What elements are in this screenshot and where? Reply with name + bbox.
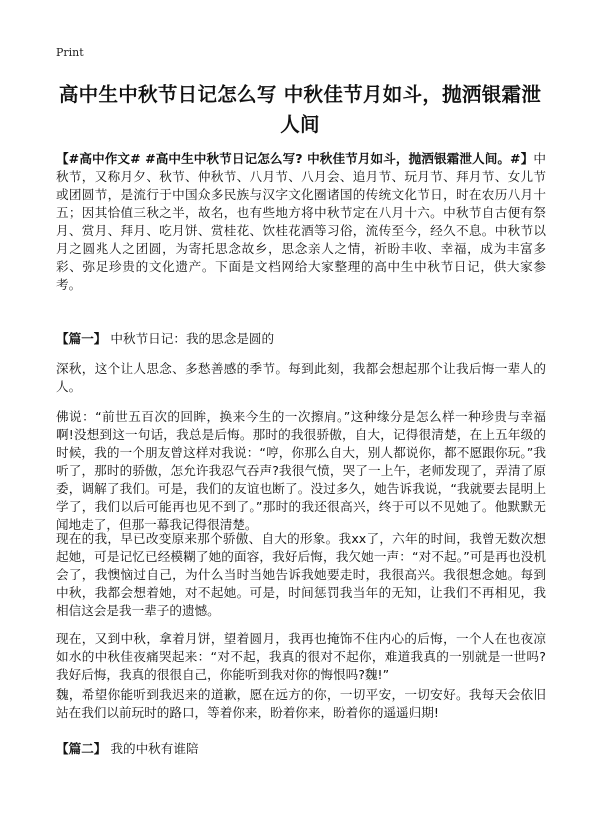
paragraph-5: 魏，希望你能听到我迟来的道歉，愿在远方的你，一切平安，一切安好。我每天会依旧站在我们以前玩时的路口，等着你来，盼着你来，盼着你的遥遥归期! [56, 687, 546, 720]
paragraph-4: 现在，又到中秋，拿着月饼，望着圆月，我再也掩饰不住内心的后悔，一个人在也夜凉如水的中秋佳夜痛哭起来：“对不起，我真的很对不起你，难道我真的一别就是一世吗?我好后悔，我真的很很自己，你能听到我对你的悔恨吗?魏!” [56, 631, 546, 682]
paragraph-1: 深秋，这个让人思念、多愁善感的季节。每到此刻，我都会想起那个让我后悔一辈人的人。 [56, 361, 546, 394]
section-title-2: 我的中秋有谁陪 [110, 741, 199, 756]
section-title-1: 中秋节日记：我的思念是圆的 [110, 331, 275, 346]
intro-text: 中秋节，又称月夕、秋节、仲秋节、八月节、八月会、追月节、玩月节、拜月节、女儿节或团圆节，是流行于中国众多民族与汉字文化圈诸国的传统文化节日，时在农历八月十五；因其恰值三秋之半，故名，也有些地方将中秋节定在八月十六。中秋节自古便有祭月、赏月、拜月、吃月饼、赏桂花、饮桂花酒等习俗，流传至今，经久不息。中秋节以月之圆兆人之团圆，为寄托思念故乡，思念亲人之情，祈盼丰收、幸福，成为丰富多彩、弥足珍贵的文化遗产。下面是文档网给大家整理的高中生中秋节日记，供大家参考。 [56, 151, 546, 292]
paragraph-2: 佛说：“前世五百次的回眸，换来今生的一次擦肩。”这种缘分是怎么样一种珍贵与幸福啊!没想到这一句话，我总是后悔。那时的我很骄傲，自大，记得很清楚，在上五年级的时候，我的一个朋友曾这样对我说：“哼，你那么自大，别人都说你，都不愿跟你玩。”我听了，那时的骄傲，怎允许我忍气吞声?我很气愤，哭了一上午，老师发现了，弄清了原委，调解了我们。可是，我们的友谊也断了。没过多久，她告诉我说，“我就要去昆明上学了，我们以后可能再也见不到了。”那时的我还很高兴，终于可以不见她了。他默默无闻地走了，但那一幕我记得很清楚。 [56, 409, 546, 532]
intro-lead: 【#高中作文# #高中生中秋节日记怎么写? 中秋佳节月如斗，抛洒银霜泄人间。#】 [56, 151, 534, 166]
section-marker-2: 【篇二】 [56, 741, 107, 756]
section-heading-1 [56, 330, 546, 348]
section-heading-2 [56, 740, 546, 758]
section-marker-1: 【篇一】 [56, 331, 107, 346]
page-title: 高中生中秋节日记怎么写 中秋佳节月如斗，抛洒银霜泄人间 [58, 83, 542, 136]
print-link[interactable]: Print [56, 46, 84, 59]
paragraph-3: 现在的我，早已改变原来那个骄傲、自大的形象。我xx了，六年的时间，我曾无数次想起她，可是记忆已经模糊了她的面容，我好后悔，我欠她一声：“对不起。”可是再也没机会了，我懊恼过自己，为什么当时当她告诉我她要走时，我很高兴。我很想念她。每到中秋，我都会想着她，对不起她。可是，时间惩罚我当年的无知，让我们不再相见，我相信这会是我一辈子的遗憾。 [56, 531, 546, 618]
intro-paragraph [56, 150, 546, 294]
